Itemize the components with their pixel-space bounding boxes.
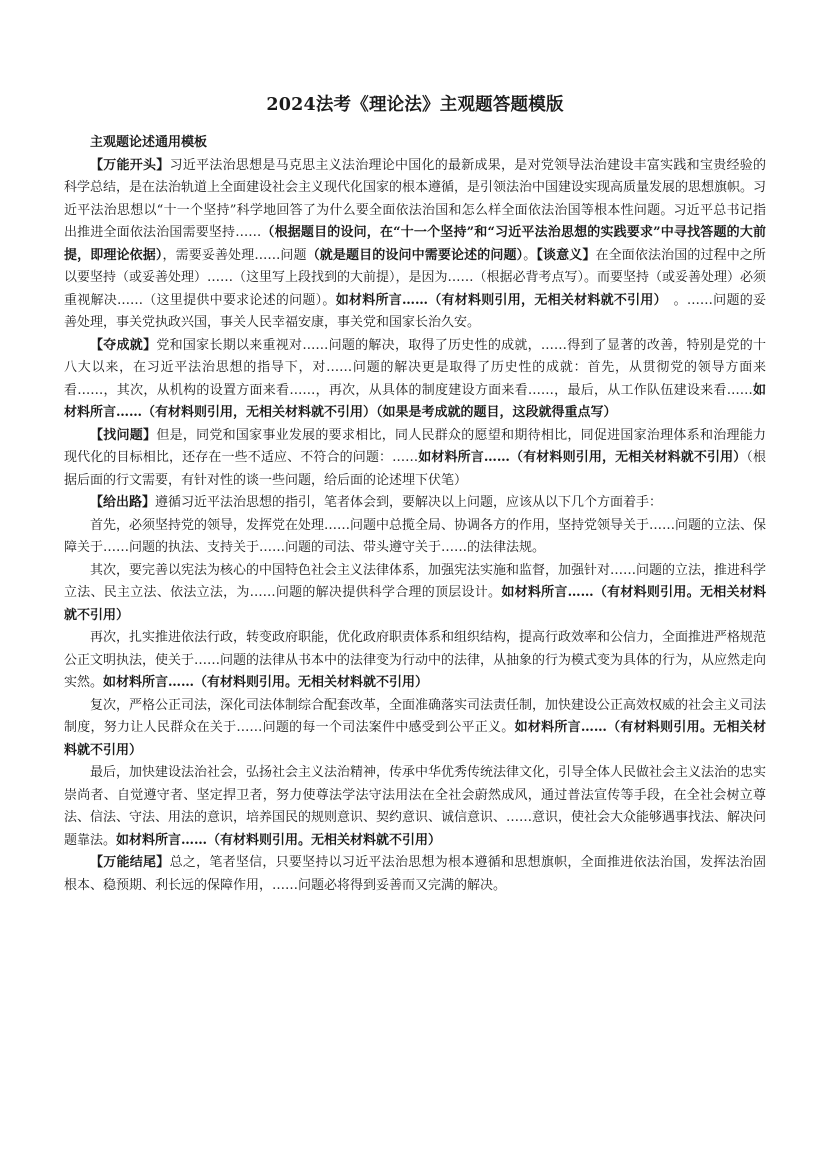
text-run: 复次，严格公正司法，深化司法体制综合配套改革，全面准确落实司法责任制，加快建设公正高效权威的社会主义司法制度，努力让人民群众在关于……问题的每一个司法案件中感受到公平正义。 (64, 697, 767, 735)
bold-text-run: 如材料所言……（有材料则引用。无相关材料就不引用） (64, 720, 766, 758)
bold-text-run: 如材料所言……（有材料则引用。无相关材料就不引用） (64, 585, 766, 623)
text-run: 但是，同党和国家事业发展的要求相比，同人民群众的愿望和期待相比，同促进国家治理体系和治理能力现代化的目标相比，还存在一些不适应、不符合的问题：…… (64, 427, 766, 465)
bold-text-run: 【谈意义】 (536, 247, 596, 263)
bold-text-run: 【万能开头】 (90, 157, 170, 173)
paragraph (64, 852, 766, 897)
paragraph (64, 155, 766, 335)
paragraph (64, 515, 766, 560)
text-run: ，需要妥善处理……问题 (162, 247, 307, 263)
text-run: 习近平法治思想是马克思主义法治理论中国化的最新成果，是对党领导法治建设丰富实践和宝贵经验的科学总结，是在法治轨道上全面建设社会主义现代化国家的根本遵循，是引领法治中国建设实现高质量发展的思想旗帜。习近平法治思想以“十一个坚持”科学地回答了为什么要全面依法治国和怎么样全面依法治国等根本性问题。习近平总书记指出推进全面依法治国需要坚持…… (64, 157, 767, 240)
text-run: （根据后面的行文需要，有针对性的谈一些问题，给后面的论述埋下伏笔） (64, 450, 766, 488)
text-run: 总之，笔者坚信，只要坚持以习近平法治思想为根本遵循和思想旗帜，全面推进依法治国，发挥法治固根本、稳预期、利长远的保障作用，……问题必将得到妥善而又完满的解决。 (64, 855, 766, 893)
document-body (64, 132, 766, 897)
bold-text-run: 【找问题】 (90, 427, 157, 443)
paragraph-list (64, 155, 766, 898)
bold-text-run: 如材料所言……（有材料则引用。无相关材料就不引用） (116, 832, 442, 848)
text-run: 党和国家长期以来重视对……问题的解决，取得了历史性的成就，……得到了显著的改善，特别是党的十八大以来，在习近平法治思想的指导下，对……问题的解决更是取得了历史性的成就：首先，从贯彻党的领导方面来看……，其次，从机构的设置方面来看……，再次，从具体的制度建设方面来看……，最后，从工作队伍建设来看…… (64, 337, 766, 398)
bold-text-run: 如材料所言……（有材料则引用，无相关材料就不引用） (418, 450, 747, 465)
paragraph (64, 627, 766, 695)
bold-text-run: 【夺成就】 (90, 337, 157, 353)
paragraph (64, 560, 766, 628)
document-title: 2024法考《理论法》主观题答题模版 (266, 95, 564, 115)
bold-text-run: 如材料所言……（有材料则引用。无相关材料就不引用） (103, 675, 429, 690)
bold-text-run: 【万能结尾】 (90, 855, 170, 870)
text-run: 再次，扎实推进依法行政，转变政府职能，优化政府职责体系和组织结构，提高行政效率和公信力，全面推进严格规范公正文明执法，使关于……问题的法律从书本中的法律变为行动中的法律，从抽象的行为模式变为具体的行为，从应然走向实然。 (64, 630, 767, 690)
paragraph (64, 425, 766, 493)
bold-text-run: 【给出路】 (90, 495, 156, 510)
bold-text-run: （就是题目的设问中需要论述的问题） (306, 247, 524, 263)
bold-text-run: 如材料所言……（有材料则引用，无相关材料就不引用） (335, 292, 661, 308)
text-run: 。……问题的妥善处理，事关党执政兴国，事关人民幸福安康，事关党和国家长治久安。 (64, 292, 766, 330)
paragraph (64, 335, 766, 425)
paragraph (64, 762, 766, 852)
template-subtitle: 主观题论述通用模板 (90, 135, 208, 150)
bold-text-run: （根据题目的设问，在“十一个坚持”和“习近平法治思想的实践要求”中寻找答题的大前提，即理论依据） (64, 225, 766, 263)
text-run: 在全面依法治国的过程中之所以要坚持（或妥善处理）……（这里写上段找到的大前提），是因为……（根据必背考点写）。而要坚持（或妥善处理）必须重视解决……（这里提供中要求论述的问题）。 (64, 247, 767, 308)
text-run: 。 (523, 247, 537, 263)
paragraph (64, 695, 766, 763)
text-run: 首先，必须坚持党的领导，发挥党在处理……问题中总揽全局、协调各方的作用，坚持党领导关于……问题的立法、保障关于……问题的执法、支持关于……问题的司法、带头遵守关于……的法律法规。 (64, 517, 767, 555)
text-run: 其次，要完善以宪法为核心的中国特色社会主义法律体系，加强宪法实施和监督，加强针对……问题的立法，推进科学立法、民主立法、依法立法，为……问题的解决提供科学合理的顶层设计。 (64, 562, 767, 600)
bold-text-run: 如材料所言……（有材料则引用，无相关材料就不引用）（如果是考成就的题目，这段就得重点写） (64, 382, 766, 420)
text-run: 遵循习近平法治思想的指引，笔者体会到，要解决以上问题，应该从以下几个方面着手： (155, 495, 663, 510)
text-run: 最后，加快建设法治社会，弘扬社会主义法治精神，传承中华优秀传统法律文化，引导全体人民做社会主义法治的忠实崇尚者、自觉遵守者、坚定捍卫者，努力使尊法学法守法用法在全社会蔚然成风，通过普法宣传等手段，在全社会树立尊法、信法、守法、用法的意识，培养国民的规则意识、契约意识、诚信意识、……意识，使社会大众能够遇事找法、解决问题靠法。 (64, 765, 767, 848)
paragraph (64, 492, 766, 515)
